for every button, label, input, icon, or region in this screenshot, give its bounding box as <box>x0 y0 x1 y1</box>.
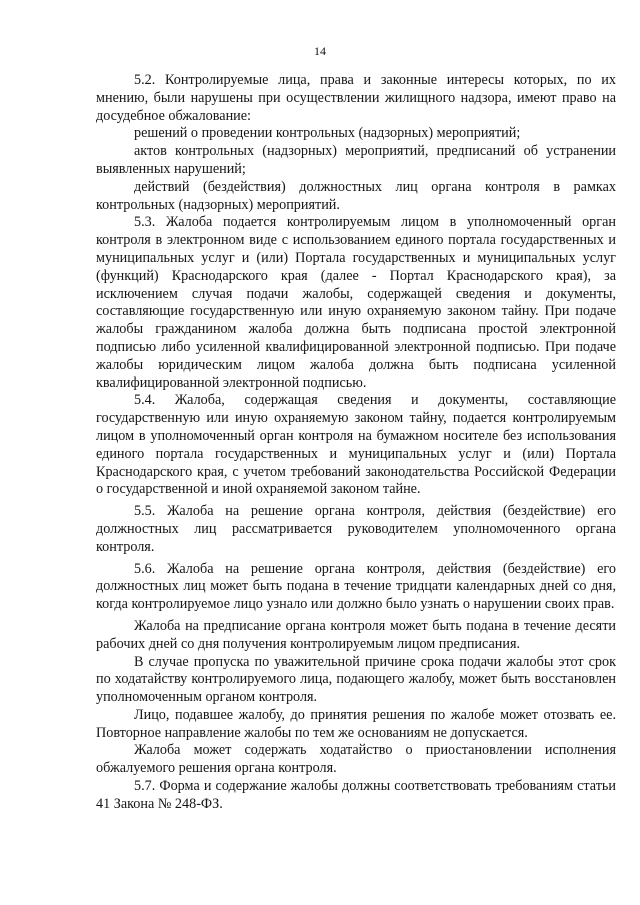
paragraph-5-4: 5.4. Жалоба, содержащая сведения и документы, составляющие государственную или иную охраняемую законом тайну, подается контролируемым лицом в уполномоченный орган контроля на бумажном носителе без использования единого портала государственных и муниципальных услуг и (или) Портала Краснодарского края, с учетом требований законодательства Российской Федерации о государственной и иной охраняемой законом тайне. <box>96 392 616 498</box>
paragraph-5-3: 5.3. Жалоба подается контролируемым лицом в уполномоченный орган контроля в электронном виде с использованием единого портала государственных и муниципальных услуг и (или) Портала государственных и муниципальных услуг (функций) Краснодарского края (далее - Портал Краснодарского края), за исключением случая подачи жалобы, содержащей сведения и документы, составляющие государственную или иную охраняемую законом тайну. При подаче жалобы гражданином жалоба должна быть подписана простой электронной подписью либо усиленной квалифицированной электронной подписью. При подаче жалобы юридическим лицом жалоба должна быть подписана усиленной квалифицированной электронной подписью. <box>96 214 616 391</box>
paragraph-5-5: 5.5. Жалоба на решение органа контроля, действия (бездействие) его должностных лиц рассматривается руководителем уполномоченного органа контроля. <box>96 503 616 555</box>
paragraph-5-2-item-acts: актов контрольных (надзорных) мероприятий, предписаний об устранении выявленных нарушений; <box>96 143 616 177</box>
paragraph-5-7: 5.7. Форма и содержание жалобы должны соответствовать требованиям статьи 41 Закона № 248-ФЗ. <box>96 778 616 812</box>
paragraph-5-2-item-decisions: решений о проведении контрольных (надзорных) мероприятий; <box>134 125 521 142</box>
document-body <box>96 72 616 814</box>
paragraph-5-6: 5.6. Жалоба на решение органа контроля, действия (бездействие) его должностных лиц может быть подана в течение тридцати календарных дней со дня, когда контролируемое лицо узнало или должно было узнать о нарушении своих прав. <box>96 560 616 613</box>
paragraph-5-2: 5.2. Контролируемые лица, права и законные интересы которых, по их мнению, были нарушены при осуществлении жилищного надзора, имеют право на досудебное обжалование: <box>96 72 616 124</box>
paragraph-5-2-item-actions: действий (бездействия) должностных лиц органа контроля в рамках контрольных (надзорных) мероприятий. <box>96 178 616 213</box>
paragraph-5-6-missed-deadline: В случае пропуска по уважительной причине срока подачи жалобы этот срок по ходатайству контролируемого лица, подающего жалобу, может быть восстановлен уполномоченным органом контроля. <box>96 653 616 706</box>
paragraph-5-6-withdrawal: Лицо, подавшее жалобу, до принятия решения по жалобе может отозвать ее. Повторное направление жалобы по тем же основаниям не допускается. <box>96 706 616 741</box>
page-number: 14 <box>314 44 326 58</box>
paragraph-5-6-prescription: Жалоба на предписание органа контроля может быть подана в течение десяти рабочих дней со дня получения контролируемым лицом предписания. <box>96 617 616 652</box>
paragraph-5-6-suspension: Жалоба может содержать ходатайство о приостановлении исполнения обжалуемого решения органа контроля. <box>96 742 616 777</box>
